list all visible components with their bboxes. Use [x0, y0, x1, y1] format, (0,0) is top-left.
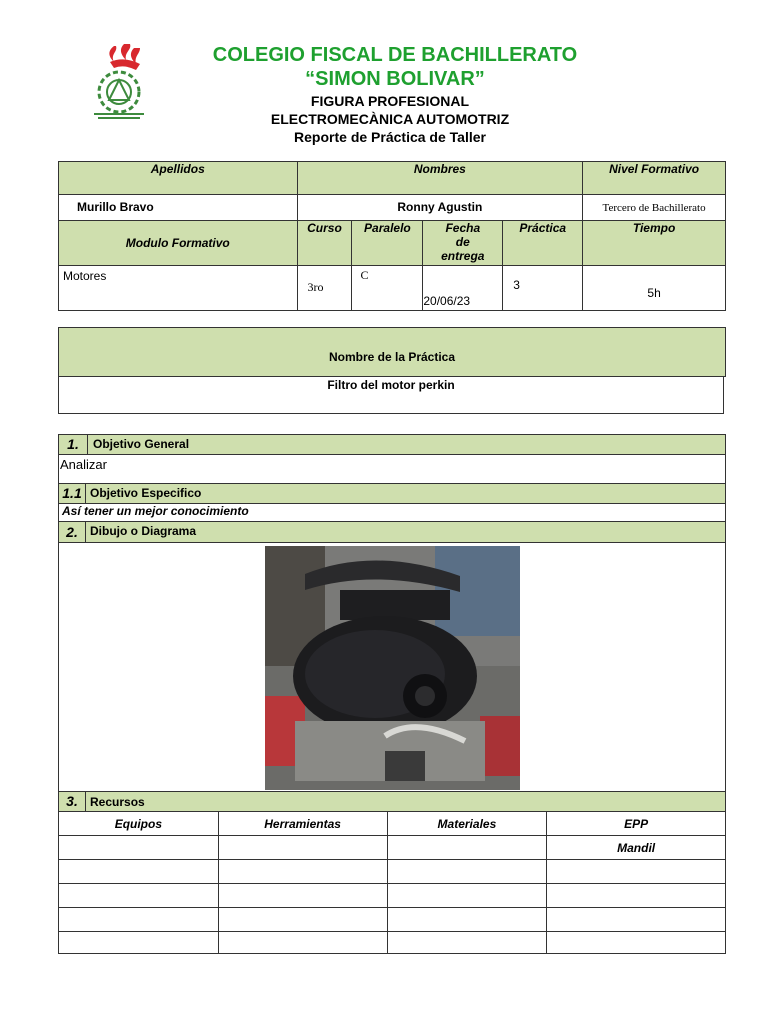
- section-1-number: 1.: [59, 435, 88, 454]
- resources-table: [58, 811, 726, 954]
- section-1-text: Analizar: [60, 457, 107, 472]
- fecha-header: Fecha de entrega: [423, 221, 503, 266]
- practice-name-value: Filtro del motor perkin: [58, 376, 724, 414]
- paralelo-value: C: [352, 266, 423, 311]
- apellidos-value: Murillo Bravo: [59, 195, 298, 221]
- resource-cell: [59, 932, 219, 954]
- school-name-2: “SIMON BOLIVAR”: [305, 68, 485, 90]
- header-line-4: ELECTROMECÀNICA AUTOMOTRIZ: [270, 111, 510, 127]
- practica-value: 3: [503, 266, 583, 311]
- resource-cell: [59, 860, 219, 884]
- section-2-title: Dibujo o Diagrama: [90, 524, 197, 538]
- section-3-number: 3.: [59, 792, 86, 811]
- section-2-number: 2.: [59, 522, 86, 542]
- nombres-header: Nombres: [297, 162, 583, 195]
- tiempo-value: 5h: [583, 266, 726, 311]
- nombres-value: Ronny Agustin: [297, 195, 583, 221]
- herramientas-header: Herramientas: [218, 812, 387, 836]
- school-name: COLEGIO FISCAL DE BACHILLERATO: [212, 44, 578, 66]
- curso-header: Curso: [297, 221, 352, 266]
- section-11-text: Así tener un mejor conocimiento: [62, 504, 249, 518]
- resource-cell: [387, 884, 547, 908]
- equipos-header: Equipos: [59, 812, 219, 836]
- practica-header: Práctica: [503, 221, 583, 266]
- resource-cell: [218, 884, 387, 908]
- nivel-header: Nivel Formativo: [583, 162, 726, 195]
- section-1-header: [59, 435, 725, 455]
- materiales-header: Materiales: [387, 812, 547, 836]
- tiempo-header: Tiempo: [583, 221, 726, 266]
- epp-value: Mandil: [547, 836, 726, 860]
- section-2-header: [59, 521, 725, 543]
- resource-cell: [547, 908, 726, 932]
- resource-cell: [218, 932, 387, 954]
- resource-cell: [59, 884, 219, 908]
- info-table: [58, 161, 726, 311]
- section-3-header: [59, 791, 725, 812]
- header-line-5: Reporte de Práctica de Taller: [294, 129, 486, 145]
- engine-air-filter-photo: [265, 546, 520, 790]
- curso-value: 3ro: [297, 266, 352, 311]
- modulo-header: Modulo Formativo: [59, 221, 298, 266]
- apellidos-header: Apellidos: [59, 162, 298, 195]
- resource-cell: [218, 908, 387, 932]
- resource-cell: [387, 908, 547, 932]
- paralelo-header: Paralelo: [352, 221, 423, 266]
- practice-name-header: Nombre de la Práctica: [58, 327, 726, 377]
- resource-cell: [387, 932, 547, 954]
- section-1-title: Objetivo General: [93, 437, 190, 451]
- nivel-value: Tercero de Bachillerato: [583, 195, 726, 221]
- section-11-header: [59, 483, 725, 504]
- epp-header: EPP: [547, 812, 726, 836]
- header-line-3: FIGURA PROFESIONAL: [310, 93, 470, 109]
- resource-cell: [547, 932, 726, 954]
- resource-cell: [547, 860, 726, 884]
- modulo-value: Motores: [59, 266, 298, 311]
- section-3-title: Recursos: [90, 795, 145, 809]
- resource-cell: [59, 836, 219, 860]
- fecha-value: 20/06/23: [423, 266, 503, 311]
- resource-cell: [547, 884, 726, 908]
- section-11-title: Objetivo Especifico: [90, 486, 202, 500]
- resource-cell: [218, 836, 387, 860]
- resource-cell: [218, 860, 387, 884]
- resource-cell: [59, 908, 219, 932]
- section-11-number: 1.1: [59, 484, 86, 503]
- school-logo: [84, 42, 154, 122]
- resource-cell: [387, 836, 547, 860]
- resource-cell: [387, 860, 547, 884]
